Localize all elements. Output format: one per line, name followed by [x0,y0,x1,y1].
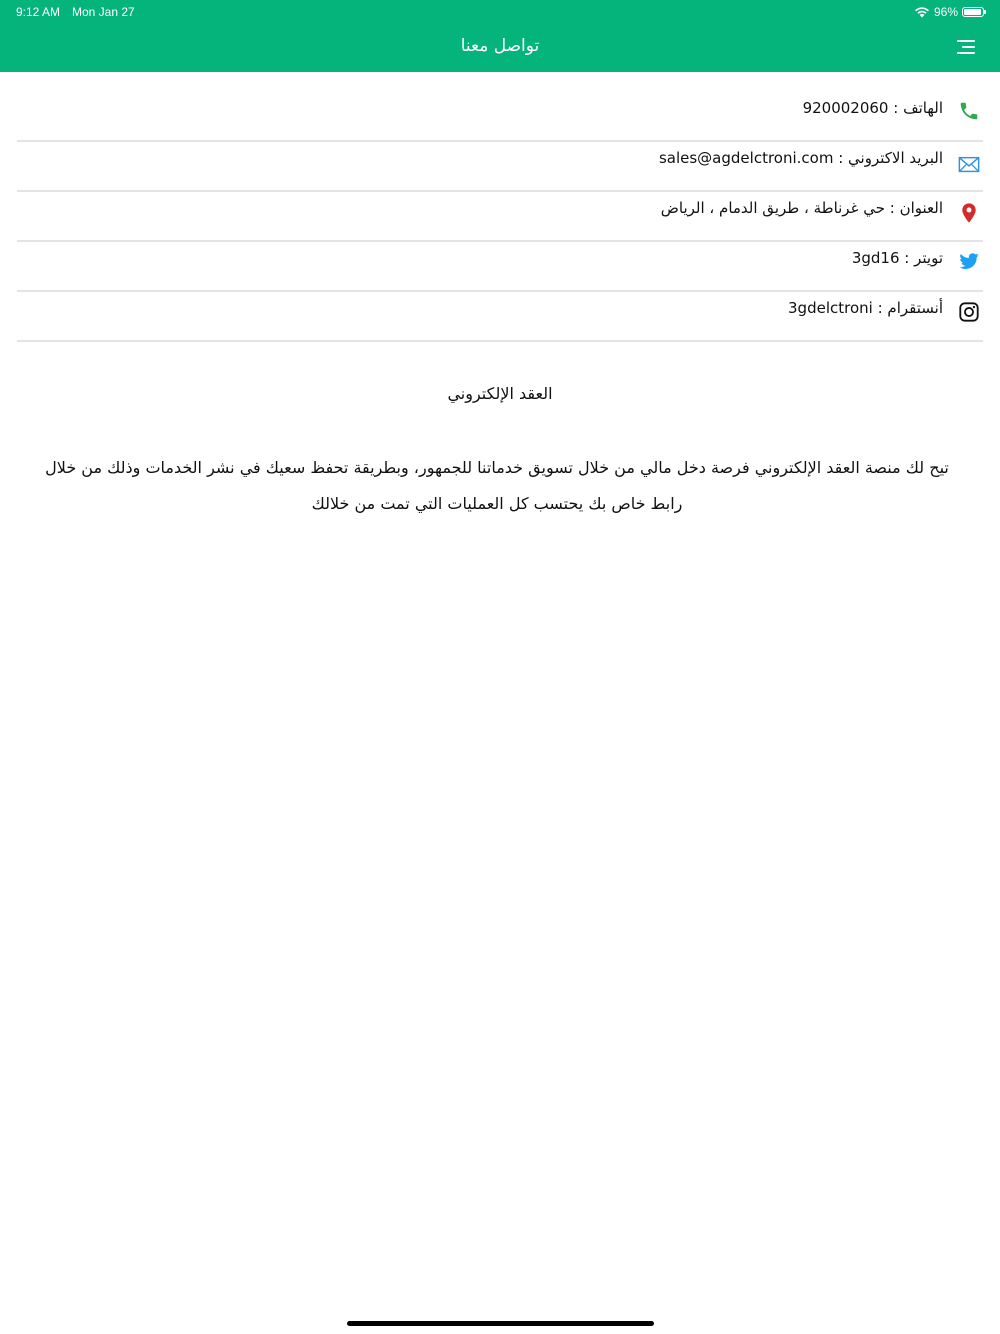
contact-row-twitter[interactable] [17,242,983,292]
status-bar [16,5,984,21]
status-time: 9:12 AM [16,5,61,19]
status-right [914,5,984,19]
contact-instagram-text: أنستقرام : 3gdelctroni [788,299,943,317]
contact-row-instagram[interactable] [17,292,983,342]
contact-phone-text: الهاتف : 920002060 [802,99,943,117]
menu-icon[interactable] [957,40,975,54]
contact-list [17,92,983,342]
battery-percent: 96% [933,5,958,19]
phone-icon [958,100,980,122]
home-indicator[interactable] [347,1321,654,1326]
about-title: العقد الإلكتروني [447,384,553,403]
contact-row-address[interactable] [17,192,983,242]
contact-row-phone[interactable] [17,92,983,142]
wifi-icon [914,6,930,18]
instagram-icon [958,301,980,323]
page-title: تواصل معنا [460,36,540,56]
about-description: تيح لك منصة العقد الإلكتروني فرصة دخل مالي من خلال تسويق خدماتنا للجمهور، وبطريقة تحفظ سعيك في نشر الخدمات وذلك من خلال رابط خاص بك يحتسب كل العمليات التي تمت من خلالك [45,458,949,513]
contact-row-email[interactable] [17,142,983,192]
mail-icon [958,154,980,176]
location-pin-icon [958,202,980,224]
contact-twitter-text: تويتر : 3gd16 [851,249,943,267]
contact-address-text: العنوان : حي غرناطة ، طريق الدمام ، الرياض [660,199,943,217]
twitter-icon [958,250,980,272]
contact-email-text: البريد الاكتروني : sales@agdelctroni.com [658,149,943,167]
battery-icon [962,7,984,17]
status-date: Mon Jan 27 [72,5,135,19]
app-header [0,0,1000,72]
battery-fill [964,9,981,15]
